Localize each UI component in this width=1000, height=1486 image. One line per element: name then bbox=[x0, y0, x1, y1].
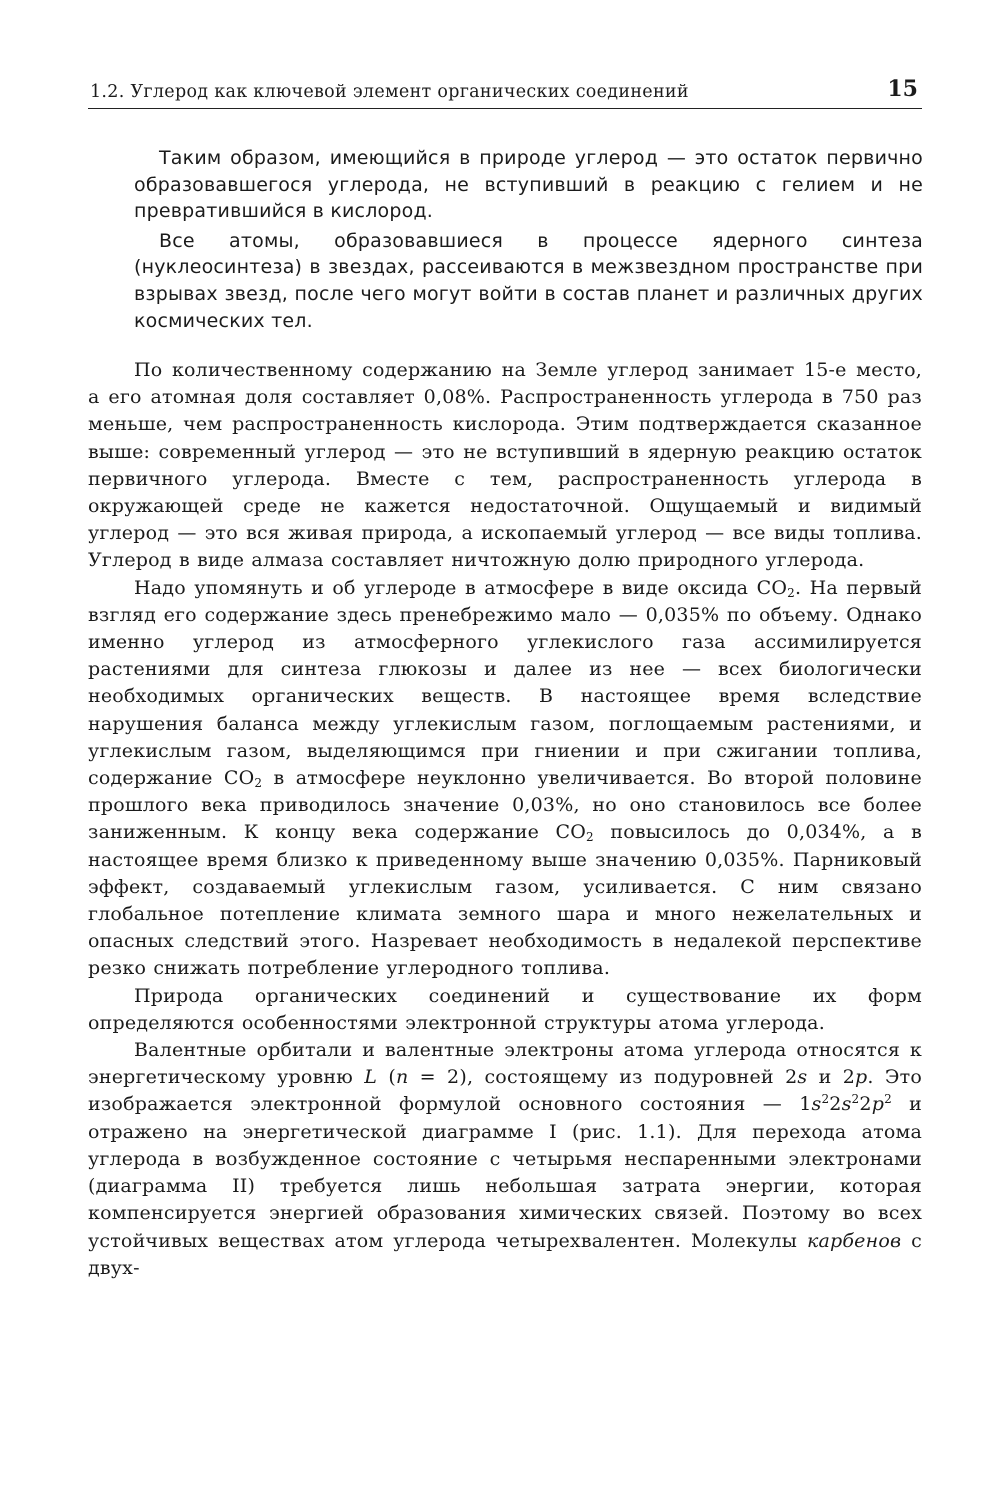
text-run: . На первый взгляд его содержание здесь пренебрежимо мало — 0,035% по объему. Однако именно углерод из атмосферного углекислого газа ассимилируется растениями для синтеза глюкозы и далее из нее — всех биологически необходимых органических веществ. В настоящее время вследствие нарушения баланса между углекислым газом, поглощаемым растениями, и углекислым газом, выделяющимся при гниении и при сжигании топлива, содержание CO bbox=[88, 576, 922, 790]
italic-symbol: s bbox=[797, 1066, 808, 1089]
italic-term: карбенов bbox=[806, 1229, 902, 1252]
formula-part: s bbox=[841, 1093, 852, 1116]
subscript: 2 bbox=[586, 830, 594, 845]
text-run: и отражено на энергетической диаграмме I (рис. 1.1). Для перехода атома углерода в возбужденное состояние с четырьмя неспаренными электронами (диаграмма II) требуется лишь небольшая затрата энергии, которая компенсируется энергией образования химических связей. Поэтому во всех устойчивых веществах атом углерода четырехвалентен. Молекулы bbox=[88, 1093, 922, 1252]
formula-part: p bbox=[871, 1093, 885, 1116]
italic-symbol: L bbox=[364, 1066, 378, 1089]
superscript: 2 bbox=[821, 1092, 830, 1107]
note-paragraph: Все атомы, образовавшиеся в процессе ядерного синтеза (нуклеосинтеза) в звездах, рассеиваются в межзвездном пространстве при взрывах звезд, после чего могут войти в состав планет и различных других космических тел. bbox=[134, 229, 923, 332]
text-run: Валентные орбитали и валентные электроны атома углерода относятся к энергетическому уровню bbox=[88, 1039, 922, 1089]
boxed-note bbox=[134, 145, 923, 334]
text-run: . Это изображается электронной формулой основного состояния — 1 bbox=[88, 1066, 922, 1116]
text-run: ( bbox=[377, 1066, 396, 1089]
superscript: 2 bbox=[884, 1092, 892, 1107]
note-paragraph: Таким образом, имеющийся в природе углерод — это остаток первично образовавшегося углерода, не вступивший в реакцию с гелием и не превратившийся в кислород. bbox=[134, 147, 923, 223]
text-run: Надо упомянуть и об углероде в атмосфере в виде оксида CO bbox=[134, 576, 788, 599]
text-run: повысилось до 0,034%, а в настоящее время близко к приведенному выше значению 0,035%. Парниковый эффект, создаваемый углекислым газом, усиливается. С ним связано глобальное потепление климата земного шара и много нежелательных и опасных следствий этого. Назревает необходимость в недалекой перспективе резко снижать потребление углеродного топлива. bbox=[88, 821, 922, 980]
formula-part: 2 bbox=[829, 1093, 842, 1116]
paragraph-nature: Природа органических соединений и существование их форм определяются особенностями электронной структуры атома углерода. bbox=[88, 984, 922, 1034]
formula-part: s bbox=[811, 1093, 822, 1116]
running-head-title: 1.2. Углерод как ключевой элемент органических соединений bbox=[90, 82, 689, 102]
main-text bbox=[88, 357, 922, 1282]
text-run: и 2 bbox=[807, 1066, 856, 1089]
running-head bbox=[88, 72, 922, 109]
subscript: 2 bbox=[787, 585, 795, 600]
paragraph-atmosphere bbox=[88, 575, 922, 983]
superscript: 2 bbox=[851, 1092, 860, 1107]
paragraph-abundance: По количественному содержанию на Земле углерод занимает 15-е место, а его атомная доля составляет 0,08%. Распространенность углерода в 750 раз меньше, чем распространенность кислорода. Этим подтверждается сказанное выше: современный углерод — это не вступивший в ядерную реакцию остаток первичного углерода. Вместе с тем, распространенность углерода в окружающей среде не кажется недостаточной. Ощущаемый и видимый углерод — это вся живая природа, а ископаемый углерод — все виды топлива. Углерод в виде алмаза составляет ничтожную долю природного углерода. bbox=[88, 359, 922, 572]
paragraph-valence bbox=[88, 1037, 922, 1282]
subscript: 2 bbox=[254, 776, 263, 791]
text-run: с двух- bbox=[88, 1229, 922, 1279]
text-run: в атмосфере неуклонно увеличивается. Во второй половине прошлого века приводилось значение 0,03%, но оно становилось все более заниженным. К концу века содержание CO bbox=[88, 767, 922, 844]
italic-symbol: n bbox=[395, 1066, 409, 1089]
italic-symbol: p bbox=[855, 1066, 868, 1089]
text-run: = 2), состоящему из подуровней 2 bbox=[408, 1066, 798, 1089]
page-number: 15 bbox=[887, 76, 918, 102]
formula-part: 2 bbox=[859, 1093, 872, 1116]
